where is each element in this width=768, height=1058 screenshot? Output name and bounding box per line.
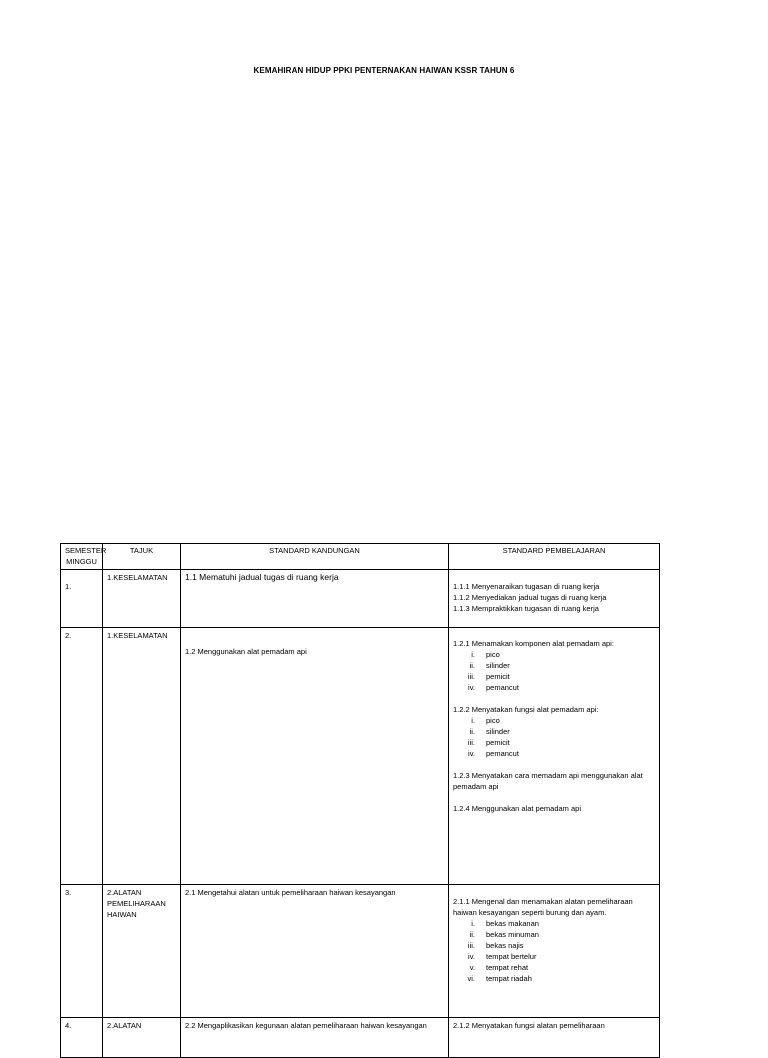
tajuk-cell: 2.ALATAN: [103, 1018, 181, 1058]
minggu-cell: 1.: [61, 570, 103, 628]
sp-cell: 2.1.1 Mengenal dan menamakan alatan pemeliharaan haiwan kesayangan seperti burung dan ayam. i. bekas makanan ii. bekas minuman iii. bekas najis iv. tempat bertelur v. tempat rehat vi. tempat riadah: [449, 885, 660, 1018]
tajuk-cell: 1.KESELAMATAN: [103, 570, 181, 628]
document-title: KEMAHIRAN HIDUP PPKI PENTERNAKAN HAIWAN KSSR TAHUN 6: [253, 66, 515, 75]
tajuk-cell: 2.ALATAN PEMELIHARAAN HAIWAN: [103, 885, 181, 1018]
table-row: [61, 628, 660, 885]
list-item: iv. pemancut: [468, 749, 519, 758]
table-row: [61, 885, 660, 1018]
list-item: i. bekas makanan: [471, 919, 539, 928]
list-item: i. pico: [471, 716, 500, 725]
minggu-cell: 4.: [61, 1018, 103, 1058]
sk-cell: 2.1 Mengetahui alatan untuk pemeliharaan haiwan kesayangan: [181, 885, 449, 1018]
sp-cell: 1.2.1 Menamakan komponen alat pemadam api: i. pico ii. silinder iii. pemicit iv. pemancut 1.2.2 Menyatakan fungsi alat pemadam api: i. pico ii. silinder iii. pemicit iv. pemancut 1.2.3 Menyatakan cara memadam api menggunakan alat pemadam api 1.2.4 Menggunakan alat pemadam api: [449, 628, 660, 885]
header-tajuk: TAJUK: [103, 544, 181, 570]
component-list: [453, 649, 655, 693]
function-list: [453, 715, 655, 759]
minggu-cell: 3.: [61, 885, 103, 1018]
sk-cell: 1.1 Mematuhi jadual tugas di ruang kerja: [181, 570, 449, 628]
header-semester-minggu: SEMESTER MINGGU: [61, 544, 103, 570]
tajuk-cell: 1.KESELAMATAN: [103, 628, 181, 885]
curriculum-table: [60, 543, 660, 1058]
list-item: iii. pemicit: [467, 672, 510, 681]
sp-cell: 1.1.1 Menyenaraikan tugasan di ruang kerja 1.1.2 Menyediakan jadual tugas di ruang kerja 1.1.3 Mempraktikkan tugasan di ruang kerja: [449, 570, 660, 628]
list-item: ii. bekas minuman: [469, 930, 539, 939]
list-item: iii. bekas najis: [467, 941, 524, 950]
list-item: ii. silinder: [469, 727, 510, 736]
table-row: [61, 570, 660, 628]
sp-cell: 2.1.2 Menyatakan fungsi alatan pemeliharaan: [449, 1018, 660, 1058]
minggu-cell: 2.: [61, 628, 103, 885]
list-item: ii. silinder: [469, 661, 510, 670]
list-item: iv. pemancut: [468, 683, 519, 692]
header-standard-kandungan: STANDARD KANDUNGAN: [181, 544, 449, 570]
list-item: i. pico: [471, 650, 500, 659]
table-header-row: [61, 544, 660, 570]
header-standard-pembelajaran: STANDARD PEMBELAJARAN: [449, 544, 660, 570]
sk-cell: 1.2 Menggunakan alat pemadam api: [181, 628, 449, 885]
list-item: iii. pemicit: [467, 738, 510, 747]
list-item: iv. tempat bertelur: [468, 952, 537, 961]
list-item: vi. tempat riadah: [467, 974, 532, 983]
list-item: v. tempat rehat: [469, 963, 529, 972]
equipment-list: [453, 918, 655, 984]
sk-cell: 2.2 Mengaplikasikan kegunaan alatan pemeliharaan haiwan kesayangan: [181, 1018, 449, 1058]
